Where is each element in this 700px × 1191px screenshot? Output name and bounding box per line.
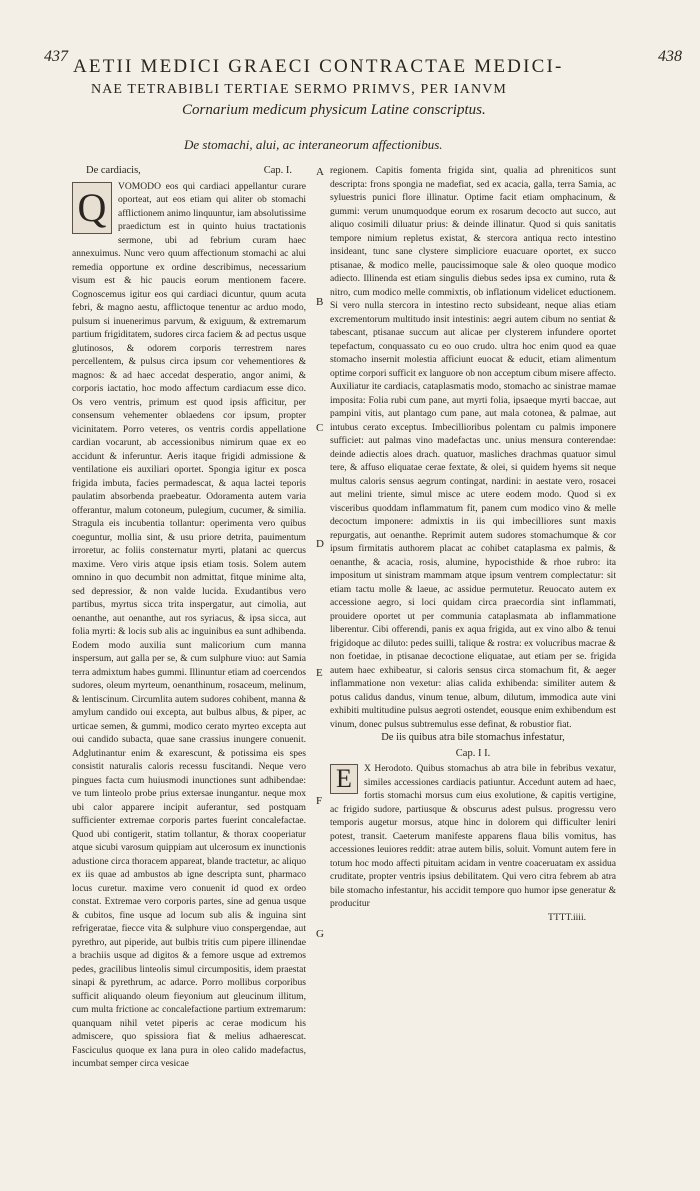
decorated-initial-q: Q <box>72 182 112 234</box>
margin-letter-f: F <box>316 795 323 807</box>
margin-letter-a: A <box>316 166 324 178</box>
margin-letter-c: C <box>316 422 324 434</box>
page-number-right: 438 <box>658 48 682 65</box>
title-line-2: NAE TETRABIBLI TERTIAE SERMO PRIMVS, PER IANVM <box>91 82 507 97</box>
title-line-3: Cornarium medicum physicum Latine conscriptus. <box>182 102 486 118</box>
signature-mark: TTTT.iiii. <box>547 911 586 923</box>
chapter-2-title: De iis quibus atra bile stomachus infestatur, <box>381 732 565 743</box>
margin-letter-b: B <box>316 296 324 308</box>
chapter-1-label: Cap. I. <box>263 165 292 176</box>
chapter-1-title: De cardiacis, <box>86 165 141 176</box>
chapter-1-text: VOMODO eos qui cardiaci appellantur curare oporteat, aut eos etiam qui aliter ob stomachi afflictionem animo linquuntur, iam absolutissime praedictum est in quinto huius tractationis sermone, ubi ad febrium curam haec annexuimus. Nunc vero quum affectionum stomachi ac alui remedia opportune ex ordine describimus, necessarium visum est & hic paucis eorum mentionem facere. Cognoscemus igitur eos qui cardiaci dicuntur, quum acuta febri, & magno aestu, afflictoque tenentur ac arduo modo, pulsum si inuenerimus parvum, & exiguum, & extremarum partium frigiditatem, sudores circa faciem & ad pectus usque glutinosos, & odorem corporis terrestrem nares percellentem, & pulsus circa ipsum cor vehementiores & magnos: & ad haec accedat desperatio, angor animi, & corporis iactatio, hoc modo affectum cardiacum esse dico. Os vero ventris, primum est quod ipsis afficitur, per consensum vehementer oblaedens cor ipsum, propter vicinitatem. Porro veteres, os ventris cordis appellatione cardian vocarunt, ab accessionibus nimirum quae ex eo accidunt & inferuntur. Aeris itaque frigidi admissione & ventilatione eis auxiliari oportet. Spongia igitur ex posca frigida imbuta, facies permadescat, & aqua lactei teporis paulatim absorbenda praebeatur. Odoramenta autem varia offerantur, malum cotoneum, pulegium, cucumer, & similia. Stragula eis incubentia tollantur: operimenta vero quibus coeguntur, mollia sint, & usu priore detrita, pauimentum irroretur, ac foliis consternatur myrti, platani ac quercus maxime. Vero viris atque ipsis etiam tosis. Solem autem omnino in quo decumbit non admittat, fitque minime alta, sed depressior, & non valde lucida. Exudantibus vero partibus, myrtus sicca trita inspergatur, aut cimolia, aut oenanthe, aut oenanthe, aut ros syriacus, & ipsa sicca, aut folia myrti: & locis sub alis ac inguinibus ea sunt adhibenda. Eodem modo auxilia sunt malicorium cum manna inspersum, aut galla per se, & cum sulphure viuo: aut Samia terra admixtum habes gummi. Illinuntur etiam ad coercendos sudores, oleum myrteum, oenanthinum, rosaceum, melinum, & lentiscinum. Circumlita autem sudores cohibent, manna & amylum candido oui excepta, aut bulbus albus, & piper, ac urticae semen, & gummi, modico cerato myrteo excepta aut oui candido subacta, quae sane crassius inungere conuenit. Adglutinantur enim & exarescunt, & potissima eis spes consistit naturalis caloris recessu fuscitandi. Neque vero pingues facta cum huiusmodi inunctiones sunt adhibendae: ve tum linteolo probe prius extersae inungantur. neque mox ubi calor apparere incipit auferantur, sed postquam sufficienter extremae corporis partes fuerint concalefactae. Quod ubi contigerit, statim tollantur, & thorax cooperiatur atque sicubi varosum quippiam aut ulcerosum ex inunctionis adustione circa thoracem appareat, blande tractetur, ac aliquo ex iis quae ad ambustos ab igne descripta sunt, pharmaco locus curetur. maxime vero conuenit id quod ex ordeo constat. Extremae vero corporis partes, sine ad genua usque & cubitos, fine usque ad locum sub alis & inguina sint refrigeratae, fiecce vita & sulphure viuo conspergendae, aut pyrethro, aut piperide, aut bulbis tritis cum pipere illinendae a brachiis usque ad digitos & a femore usque ad extremos pedes, gracilibus linteolis simul circumpositis, idem praestat sinapi & pyrethrum, ac adarce. Porro mollibus corporibus sufficit aliquando oleum fieyonium aut gleucinum illitum, cum multa frictione ac concalefactione partium extremarum: quanquam nihil vetet piperis ac cerae modicum his admiscere, quo spissiora fiat & melius adhaerescat. Fasciculus quoque ex lana pura in oleo calido madefactus, incumbat semper circa vesicae <box>72 180 306 1069</box>
left-column <box>72 164 306 1071</box>
chapter-2-heading <box>330 731 616 745</box>
chapter-1-continuation: regionem. Capitis fomenta frigida sint, qualia ad phreniticos sunt descripta: frons spongia ne madefiat, sed ex acacia, galla, terra Samia, ac syluestris punici flore illinatur. Optime facit etiam omphacinum, & gummi: verum unumquodque eorum ex rosarum decocto aut succo, aut aliquo cosimili diluatur prius: & deinde illinatur. Quod si quis sanitatis tempore nimium repletus existat, & stercora antiqua recto intestino insideant, tunc sane clystere simpliciore euacuare oportet, ex succo ptisanae, & modico melle, paucissimoque sale & oleo quoque modico adiecto. Illinenda est etiam singulis diebus sedes ipsa ex cumino, ruta & nitro, cum modico melle commixtis, ob inflationum videlicet eductionem. Si vero nulla stercora in intestino recto subsideant, neque alias etiam excrementorum multitudo insit intestinis: aegri autem cibum no sentiat & tabescant, ptisanae succum aut alicae per clysterem infundere oportet tepefactum, conquassato cu eo ouo crudo. ultra hoc enim quod ea quae stomacho insernit molestia afficiunt euocat & educit, etiam alimentum optime corpori sufficit ex languore ob non acceptum cibum misere affecto. Auxiliatur ite cardiacis, cataplasmatis modo, stomacho ac sinistrae mamae imposita: Folia rubi cum pane, aut myrti folia, ipsaeque myrti baccae, aut pampini vitis, aut plantago cum pane, aut mala cotonea, & palmae, aut intubus cerato exceptus. Imbecillioribus polentam cu palmis imponere sufficiet: aut palmas vino madefactas unc. unius mensura conterendae: deinde adiectis aloes drach. quatuor, masliches drachmas quatuor simul tere, & affuso eliquatae cerae fextate, & olei, si quidem hyems sit neque multus caloris sensus aegrum contingat, nardini: in aestate vero, rosacei aut melini triente, simul misce ac utere eodem modo. Quod si ex visceribus quoddam inflammatum fit, panem cum modico vino & melle decoctum imponere: admixtis in iis qui imbecilliores sunt maxis repurgatis, aut oenanthe. Reprimit autem sudores stomachumque & cor ipsum firmitatis authorem placat ac cohibet cataplasma ex palmis, & oenanthe, & acacia, rosis, alumine, hypocisthide & rhoe rubro: ita impositum ut sinistram mammam atque ipsum ventrem complectatur: sit etiam tactu molle & laeue, ac assidue permutetur. Reuocato autem ex accessione aegro, si loci quidam circa praecordia sint inflammati, prouidere oportet ut per communia cataplasmata ab inflammatione liberentur. Cibi offerendi, panis ex aqua frigida, aut ex vino albo & tenui frigidoque ac diluto: pedes suilli, talique & rostra: ex volucribus macrae & non foetidae, in ptisanae decoctione eliquatae, aut etiam per se. frigida autem haec exhibeatur, si caloris sensus circa stomachum fit, & aeger inflammatione non vexetur: alias calida exhibenda: similiter autem & potus calidus dandus, vinum tenue, album, dilutum, immodica aute vini exhibiti multitudine pulsus aegroti ostendet, eousque enim exhibendum est vinum, donec pulsus subtremulus esse definat, & robustior fiat. <box>330 165 616 730</box>
margin-letter-g: G <box>316 928 324 940</box>
page-number-left: 437 <box>44 48 68 65</box>
chapter-2-label-row <box>330 747 616 761</box>
right-column <box>330 164 616 924</box>
section-subtitle: De stomachi, alui, ac interaneorum affectionibus. <box>184 137 443 152</box>
chapter-1-heading <box>72 164 306 178</box>
chapter-2-text: X Herodoto. Quibus stomachus ab atra bile in febribus vexatur, similes accessiones cardiacis patiuntur. Accedunt autem ad haec, fortis stomachi morsus cum eius exolutione, & capitis vertigine, ac frigido sudore, partiusque & obscurus adest pulsus. progressu vero temporis augetur morsus, atque hinc in dolorem qui difficulter leniri potest, transit. Caeterum manifeste apparens flaua bilis vomitus, has accessiones leuiores reddit: atrae autem bilis, soluit. Vomunt autem fere in totum hoc modo affecti pituitam acidam in ventre coaceruatam ex assidua cruditate, propter ventris ipsius debilitatem. Qui vero citra febrem ab atra bile stomacho infestantur, his accidit tempore quo humor ipse generatur & producitur <box>330 763 616 909</box>
decorated-initial-e: E <box>330 764 358 794</box>
title-line-1: AETII MEDICI GRAECI CONTRACTAE MEDICI- <box>73 56 564 77</box>
margin-letter-d: D <box>316 538 324 550</box>
margin-letter-e: E <box>316 667 323 679</box>
chapter-2-label: Cap. I I. <box>455 747 491 759</box>
